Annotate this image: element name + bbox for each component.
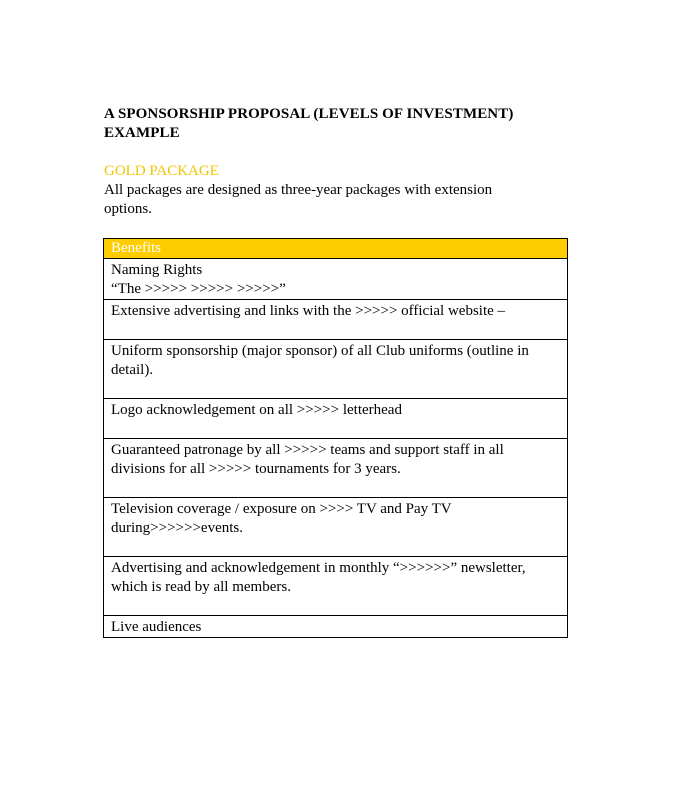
table-row	[104, 300, 568, 340]
table-row	[104, 340, 568, 399]
benefit-cell: Television coverage / exposure on >>>> TV and Pay TV during>>>>>>events.	[104, 498, 568, 557]
table-row	[104, 498, 568, 557]
package-title: GOLD PACKAGE	[104, 163, 219, 179]
table-row	[104, 557, 568, 616]
naming-rights-label: Naming Rights	[111, 262, 203, 278]
benefits-header: Benefits	[104, 239, 568, 259]
benefit-cell: Live audiences	[104, 616, 568, 638]
document-title: A SPONSORSHIP PROPOSAL (LEVELS OF INVESTMENT) EXAMPLE	[104, 106, 514, 141]
benefits-table	[103, 238, 568, 638]
naming-rights-value: “The >>>>> >>>>> >>>>>”	[111, 281, 286, 297]
table-row	[104, 439, 568, 498]
table-row	[104, 616, 568, 638]
benefit-cell: Extensive advertising and links with the >>>>> official website –	[104, 300, 568, 340]
benefit-cell: Logo acknowledgement on all >>>>> letterhead	[104, 399, 568, 439]
package-intro: All packages are designed as three-year packages with extension options.	[104, 182, 493, 217]
benefit-cell: Uniform sponsorship (major sponsor) of all Club uniforms (outline in detail).	[104, 340, 568, 399]
benefit-cell: Advertising and acknowledgement in monthly “>>>>>>” newsletter, which is read by all members.	[104, 557, 568, 616]
table-row	[104, 259, 568, 300]
table-row	[104, 399, 568, 439]
naming-rights-cell	[104, 259, 568, 300]
table-header-row	[104, 239, 568, 259]
benefit-cell: Guaranteed patronage by all >>>>> teams and support staff in all divisions for all >>>>> tournaments for 3 years.	[104, 439, 568, 498]
